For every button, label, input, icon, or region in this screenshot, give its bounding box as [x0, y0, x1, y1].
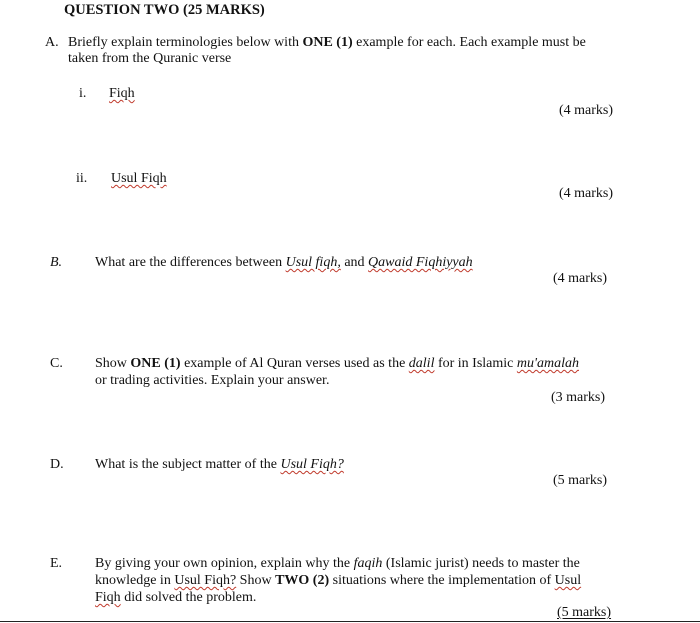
question-b-text — [95, 255, 473, 271]
question-a-text-pre: Briefly explain terminologies below with — [68, 35, 303, 50]
question-c-line2: or trading activities. Explain your answer. — [95, 373, 330, 388]
question-d-marks: (5 marks) — [553, 473, 608, 488]
item-i-number: i. — [79, 86, 87, 101]
question-e-l3-term: Fiqh — [95, 590, 121, 605]
question-c-line1 — [95, 356, 579, 372]
item-ii-number: ii. — [76, 171, 88, 186]
item-i-marks: (4 marks) — [559, 103, 614, 118]
question-a-line2: taken from the Quranic verse — [68, 51, 232, 66]
question-b-term1: Usul fiqh, — [285, 255, 341, 270]
question-a-text-post: example for each. Each example must be — [352, 35, 586, 50]
question-e-marks: (5 marks) — [557, 605, 612, 620]
question-d-term: Usul Fiqh? — [280, 457, 344, 472]
bottom-rule — [0, 621, 700, 622]
question-e-l2-post: situations where the implementation of — [329, 573, 555, 588]
item-i-term: Fiqh — [109, 86, 135, 101]
item-ii-term: Usul Fiqh — [111, 171, 167, 186]
question-e-l2-term: Usul Fiqh? — [174, 573, 237, 588]
question-c-term2: mu'amalah — [516, 356, 579, 371]
question-c-mid2: for in Islamic — [434, 356, 517, 371]
question-e-l2-bold: TWO (2) — [275, 573, 330, 588]
question-e-l2-pre: knowledge in — [95, 573, 175, 588]
question-a-line1 — [68, 35, 586, 51]
question-c-mid: example of Al Quran verses used as the — [180, 356, 409, 371]
question-a-label: A. — [45, 35, 59, 50]
question-e-line2 — [95, 573, 581, 589]
question-d-text — [95, 457, 344, 473]
question-b-label: B. — [50, 255, 63, 270]
question-e-label: E. — [50, 556, 63, 571]
question-a-text-bold: ONE (1) — [302, 35, 353, 50]
question-e-l1-post: (Islamic jurist) needs to master the — [382, 556, 580, 571]
question-e-line1 — [95, 556, 580, 572]
question-e-l2-term2: Usul — [554, 573, 582, 588]
question-e-line3 — [95, 590, 256, 606]
question-c-label: C. — [50, 356, 63, 371]
item-ii-marks: (4 marks) — [559, 186, 614, 201]
question-b-marks: (4 marks) — [553, 271, 608, 286]
question-c-pre: Show — [95, 356, 131, 371]
question-e-l1-pre: By giving your own opinion, explain why the — [95, 556, 354, 571]
question-b-pre: What are the differences between — [95, 255, 286, 270]
question-d-label: D. — [50, 457, 64, 472]
question-e-l2-mid: Show — [236, 573, 276, 588]
question-c-bold: ONE (1) — [130, 356, 181, 371]
question-e-l1-term: faqih — [353, 556, 383, 571]
question-d-pre: What is the subject matter of the — [95, 457, 281, 472]
question-c-marks: (3 marks) — [551, 390, 606, 405]
page-title: QUESTION TWO (25 MARKS) — [64, 2, 265, 18]
question-e-l3-post: did solved the problem. — [120, 590, 257, 605]
question-c-term1: dalil — [408, 356, 435, 371]
question-b-term2: Qawaid Fiqhiyyah — [368, 255, 473, 270]
question-b-mid: and — [340, 255, 369, 270]
